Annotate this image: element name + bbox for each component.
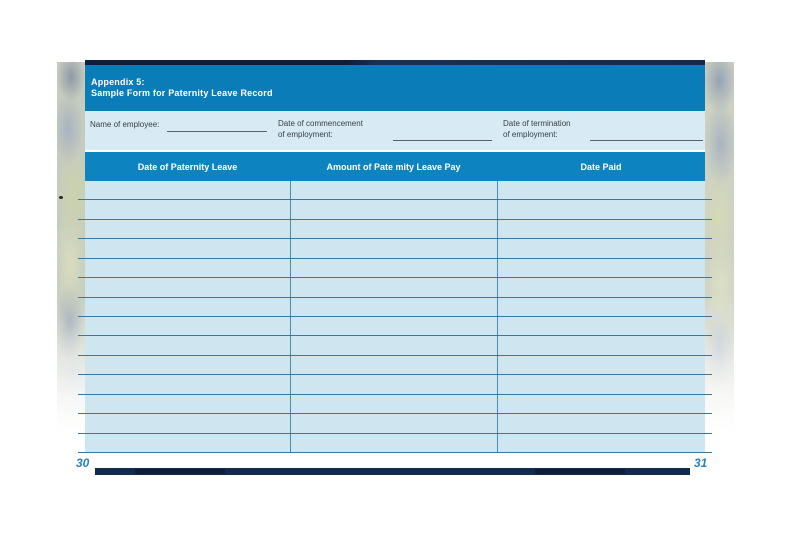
table-row	[78, 277, 712, 278]
table-row	[78, 316, 712, 317]
termination-label	[503, 118, 571, 140]
commencement-blank-line	[393, 130, 492, 141]
column-header-date-paid: Date Paid	[580, 161, 622, 172]
table-row	[78, 394, 712, 395]
scan-smudge	[535, 469, 625, 474]
commencement-label-line2: of employment:	[278, 130, 333, 139]
commencement-label-line1: Date of commencement	[278, 119, 363, 128]
termination-label-line2: of employment:	[503, 130, 558, 139]
table-row	[78, 297, 712, 298]
commencement-label	[278, 118, 363, 140]
scan-smudge	[135, 469, 225, 474]
table-row	[78, 199, 712, 200]
scan-speck	[59, 196, 63, 199]
page-title: Sample Form for Paternity Leave Record	[91, 88, 273, 98]
appendix-header-titles	[91, 77, 273, 99]
name-of-employee-blank-line	[167, 121, 267, 132]
page-number-right: 31	[694, 456, 708, 470]
table-row	[78, 258, 712, 259]
termination-label-line1: Date of termination	[503, 119, 571, 128]
column-header-amount-of-paternity-leave-pay: Amount of Pate mity Leave Pay	[326, 161, 461, 172]
table-row	[78, 335, 712, 336]
name-of-employee-label: Name of employee:	[90, 120, 160, 129]
form-fields-panel	[85, 111, 705, 150]
column-header-date-of-paternity-leave: Date of Paternity Leave	[137, 161, 238, 172]
table-body	[85, 181, 705, 453]
right-edge-watercolor-texture	[705, 62, 734, 432]
appendix-header	[85, 65, 705, 111]
table-row	[78, 413, 712, 414]
bottom-navy-rule	[95, 468, 690, 475]
table-header-row	[85, 152, 705, 181]
table-row	[78, 355, 712, 356]
table-row	[78, 433, 712, 434]
table-row	[78, 219, 712, 220]
table-row	[78, 374, 712, 375]
appendix-label: Appendix 5:	[91, 77, 145, 87]
termination-blank-line	[590, 130, 703, 141]
table-row	[78, 238, 712, 239]
table-row	[78, 452, 712, 453]
left-edge-watercolor-texture	[57, 62, 85, 434]
page-number-left: 30	[76, 456, 90, 470]
